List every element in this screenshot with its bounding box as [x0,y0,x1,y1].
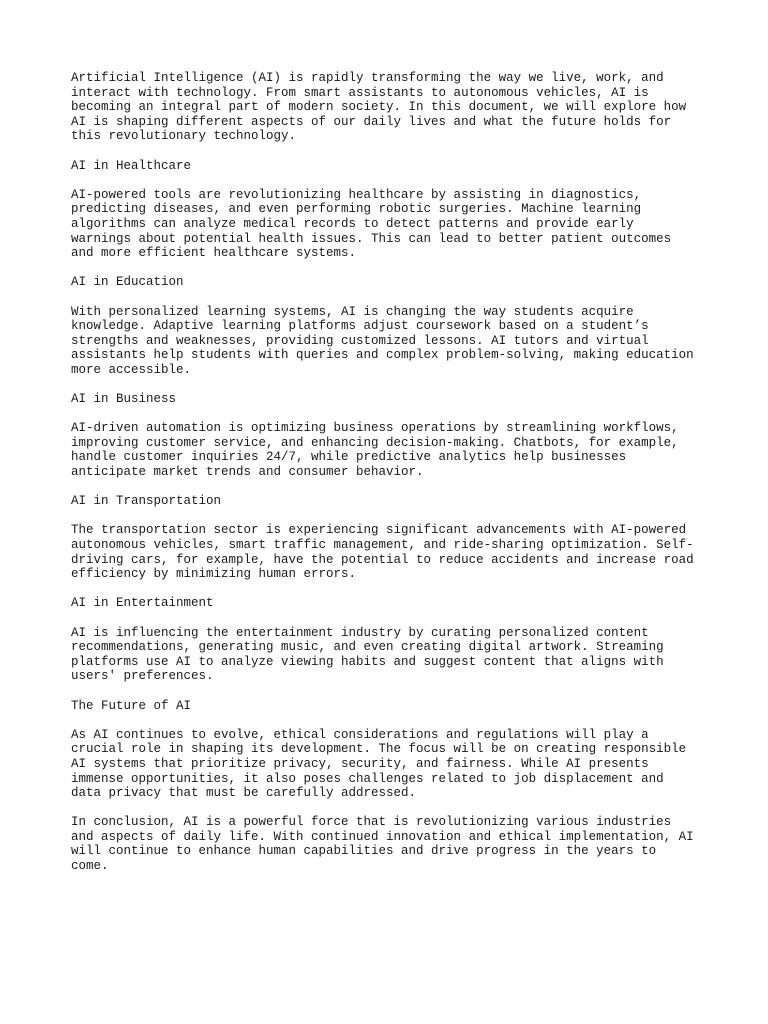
section-body-transportation: The transportation sector is experiencing significant advancements with AI-powered autonomous vehicles, smart traffic management, and ride-sharing optimization. Self- driving cars, for example, have the potential to reduce accidents and increase road efficiency by minimizing human errors. [71,523,694,582]
section-heading-future: The Future of AI [71,698,192,713]
document-page [71,71,711,888]
section-body-business: AI-driven automation is optimizing business operations by streamlining workflows, improving customer service, and enhancing decision-making. Chatbots, for example, handle customer inquiries 24/7, while predictive analytics help businesses anticipate market trends and consumer behavior. [71,421,679,480]
section-body-healthcare: AI-powered tools are revolutionizing healthcare by assisting in diagnostics, predicting diseases, and even performing robotic surgeries. Machine learning algorithms can analyze medical records to detect patterns and provide early warnings about potential health issues. This can lead to better patient outcomes and more efficient healthcare systems. [71,187,672,261]
intro-paragraph: Artificial Intelligence (AI) is rapidly transforming the way we live, work, and interact with technology. From smart assistants to autonomous vehicles, AI is becoming an integral part of modern society. In this document, we will explore how AI is shaping different aspects of our daily lives and what the future holds for this revolutionary technology. [71,71,687,144]
section-heading-business: AI in Business [71,392,177,407]
section-body-future: As AI continues to evolve, ethical considerations and regulations will play a crucial role in shaping its development. The focus will be on creating responsible AI systems that prioritize privacy, security, and fairness. While AI presents immense opportunities, it also poses challenges related to job displacement and data privacy that must be carefully addressed. [71,727,687,801]
section-body-education: With personalized learning systems, AI is changing the way students acquire knowledge. Adaptive learning platforms adjust coursework based on a student’s strengths and weaknesses, providing customized lessons. AI tutors and virtual assistants help students with queries and complex problem-solving, making education more accessible. [71,304,694,377]
section-heading-healthcare: AI in Healthcare [71,158,192,173]
section-heading-education: AI in Education [71,275,184,290]
section-heading-transportation: AI in Transportation [71,494,222,509]
section-body-entertainment: AI is influencing the entertainment industry by curating personalized content recommendations, generating music, and even creating digital artwork. Streaming platforms use AI to analyze viewing habits and suggest content that aligns with users' preferences. [71,625,664,684]
section-heading-entertainment: AI in Entertainment [71,596,214,611]
conclusion-paragraph: In conclusion, AI is a powerful force that is revolutionizing various industries and aspects of daily life. With continued innovation and ethical implementation, AI will continue to enhance human capabilities and drive progress in the years to come. [71,815,694,874]
